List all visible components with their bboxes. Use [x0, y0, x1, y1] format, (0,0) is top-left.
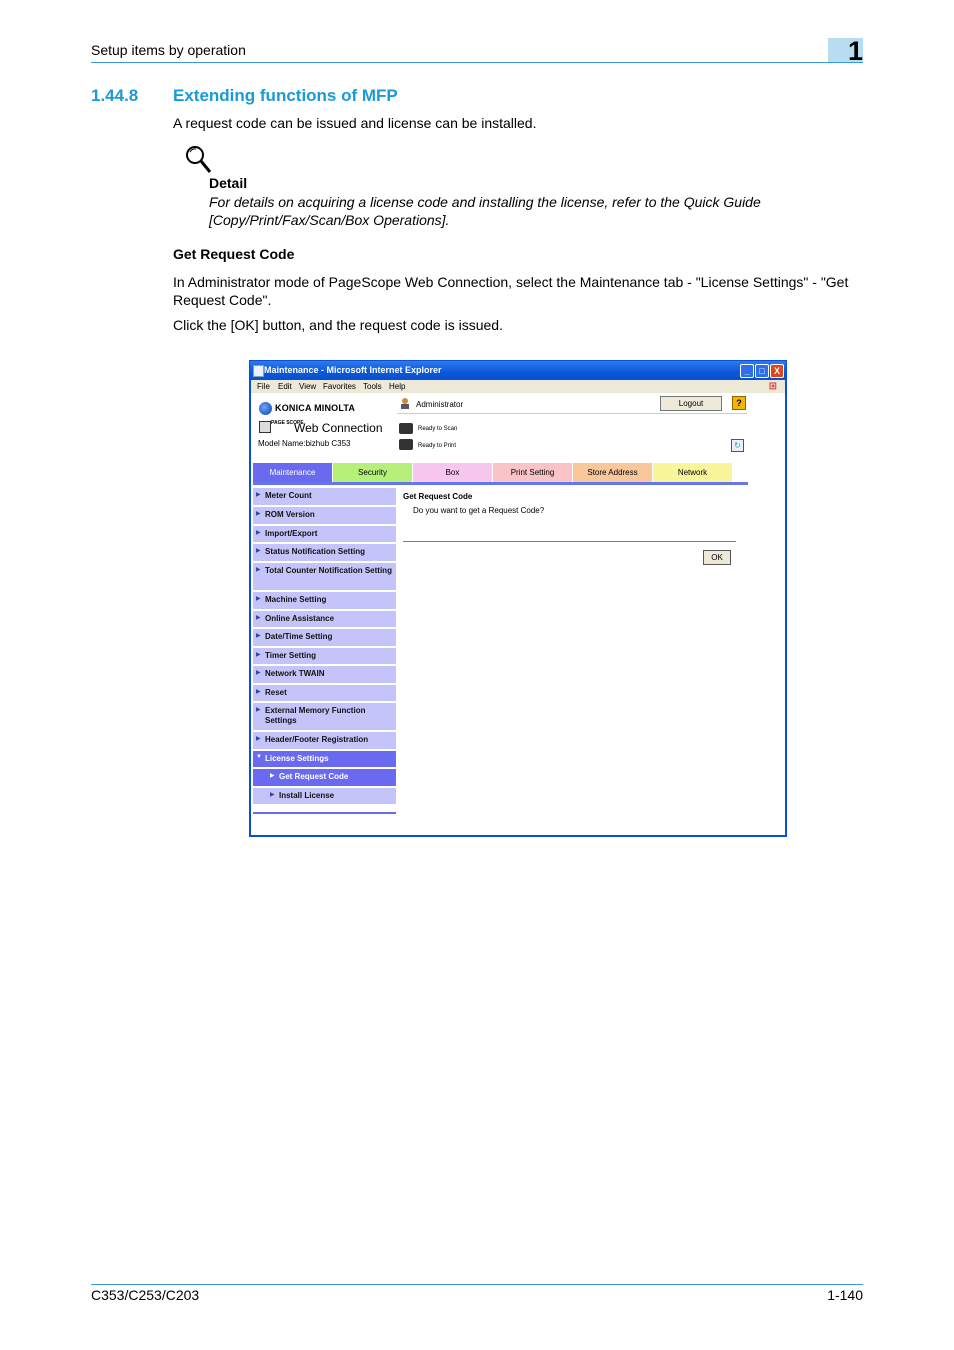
tab-network[interactable]: Network — [653, 463, 732, 482]
sidebar-item-license-settings[interactable] — [253, 751, 396, 769]
sidebar-bottom-rule — [253, 812, 396, 814]
sidebar-item-timer-setting[interactable] — [253, 648, 396, 666]
running-header: Setup items by operation — [91, 42, 246, 58]
menu-edit[interactable]: Edit — [278, 382, 292, 391]
menu-help[interactable]: Help — [389, 382, 406, 391]
arrow-icon: ▶ — [256, 670, 261, 676]
arrow-icon: ▶ — [256, 530, 261, 536]
sidebar-item-label: License Settings — [265, 754, 329, 763]
sidebar-item-import-export[interactable] — [253, 526, 396, 544]
window-titlebar — [250, 361, 786, 380]
instruction-paragraph-2: Click the [OK] button, and the request code is issued. — [173, 317, 503, 333]
intro-paragraph: A request code can be issued and license can be installed. — [173, 115, 537, 131]
sidebar-item-rom-version[interactable] — [253, 507, 396, 526]
sidebar-item-external-memory[interactable] — [253, 703, 396, 732]
help-button[interactable]: ? — [732, 396, 746, 410]
sidebar-item-machine-setting[interactable] — [253, 592, 396, 611]
sidebar-item-total-counter-notification[interactable] — [253, 563, 396, 592]
instruction-paragraph: In Administrator mode of PageScope Web Connection, select the Maintenance tab - "License Settings" - "Get Request Code". — [173, 274, 849, 308]
sidebar-item-label: Network TWAIN — [265, 669, 325, 678]
magnifier-icon — [184, 144, 212, 174]
ie-page-icon — [253, 365, 264, 377]
menu-favorites[interactable]: Favorites — [323, 382, 356, 391]
sidebar-item-status-notification[interactable] — [253, 544, 396, 563]
logout-button[interactable]: Logout — [660, 396, 722, 411]
pagescope-label: PAGE SCOPE — [271, 420, 304, 426]
tab-underline — [253, 482, 748, 485]
sidebar-item-label: Import/Export — [265, 529, 318, 538]
arrow-icon: ▶ — [256, 736, 261, 742]
sidebar-item-label: Get Request Code — [279, 772, 349, 781]
arrow-icon: ▶ — [270, 773, 275, 779]
footer-model: C353/C253/C203 — [91, 1287, 200, 1303]
sidebar-item-header-footer[interactable] — [253, 732, 396, 751]
chapter-number: 1 — [847, 36, 863, 66]
tab-box[interactable]: Box — [413, 463, 492, 482]
footer-page-number: 1-140 — [827, 1287, 863, 1303]
close-button[interactable]: X — [770, 364, 784, 378]
windows-logo-icon: ⊞ — [768, 381, 777, 392]
arrow-down-icon: ▼ — [256, 754, 262, 760]
pagescope-mark-icon — [259, 421, 271, 433]
tab-print-setting[interactable]: Print Setting — [493, 463, 572, 482]
minimize-button[interactable]: _ — [740, 364, 754, 378]
konica-globe-icon — [259, 402, 272, 415]
sidebar-item-install-license[interactable] — [253, 788, 396, 806]
sidebar-item-label: Header/Footer Registration — [265, 735, 369, 744]
detail-label: Detail — [209, 175, 248, 191]
web-page-content — [251, 393, 785, 835]
arrow-icon: ▶ — [256, 707, 261, 713]
sidebar-item-label: Machine Setting — [265, 595, 327, 604]
sidebar-item-online-assistance[interactable] — [253, 611, 396, 629]
scanner-icon — [399, 423, 413, 434]
arrow-icon: ▶ — [256, 511, 261, 517]
arrow-icon: ▶ — [256, 633, 261, 639]
detail-text: For details on acquiring a license code and installing the license, refer to the Quick Guide [Copy/Print/Fax/Scan/Box Operations]. — [209, 194, 761, 228]
subheading: Get Request Code — [173, 246, 295, 262]
arrow-icon: ▶ — [256, 652, 261, 658]
window-title: Maintenance - Microsoft Internet Explorer — [264, 365, 442, 375]
model-name: Model Name:bizhub C353 — [258, 439, 351, 448]
menu-tools[interactable]: Tools — [363, 382, 382, 391]
menu-view[interactable]: View — [299, 382, 317, 391]
refresh-icon[interactable]: ↻ — [731, 439, 744, 452]
sidebar-item-label: Date/Time Setting — [265, 632, 333, 641]
sidebar-item-label: Online Assistance — [265, 614, 335, 623]
sidebar-item-label: ROM Version — [265, 510, 315, 519]
arrow-icon: ▶ — [270, 792, 275, 798]
web-connection-title: Web Connection — [294, 421, 383, 435]
sidebar-item-label: Meter Count — [265, 491, 312, 500]
administrator-icon — [399, 397, 411, 409]
arrow-icon: ▶ — [256, 567, 261, 573]
sidebar-item-label: Reset — [265, 688, 287, 697]
header-rule — [91, 62, 863, 63]
sidebar-item-get-request-code[interactable] — [253, 769, 396, 788]
arrow-icon: ▶ — [256, 492, 261, 498]
arrow-icon: ▶ — [256, 548, 261, 554]
menu-bar — [251, 380, 785, 393]
user-divider — [397, 413, 747, 414]
sidebar-item-network-twain[interactable] — [253, 666, 396, 685]
section-title: Extending functions of MFP — [173, 86, 398, 105]
sidebar-item-label: External Memory Function Settings — [265, 706, 366, 725]
sidebar-item-label: Total Counter Notification Setting — [265, 566, 392, 575]
arrow-icon: ▶ — [256, 689, 261, 695]
panel-question: Do you want to get a Request Code? — [413, 506, 545, 515]
panel-title: Get Request Code — [403, 492, 473, 501]
tab-security[interactable]: Security — [333, 463, 412, 482]
arrow-icon: ▶ — [256, 596, 261, 602]
tab-store-address[interactable]: Store Address — [573, 463, 652, 482]
sidebar-item-reset[interactable] — [253, 685, 396, 703]
sidebar-item-label: Install License — [279, 791, 335, 800]
sidebar-item-label: Timer Setting — [265, 651, 316, 660]
menu-file[interactable]: File — [257, 382, 270, 391]
sidebar-item-date-time[interactable] — [253, 629, 396, 648]
footer-rule — [91, 1284, 863, 1285]
printer-icon — [399, 439, 413, 450]
user-mode-label: Administrator — [416, 400, 464, 409]
brand-logo: KONICA MINOLTA — [275, 403, 356, 413]
arrow-icon: ▶ — [256, 615, 261, 621]
tab-maintenance[interactable]: Maintenance — [253, 463, 332, 482]
sidebar-item-meter-count[interactable] — [253, 488, 396, 507]
ok-button[interactable]: OK — [703, 550, 731, 565]
browser-window-screenshot — [249, 360, 787, 837]
print-status: Ready to Print — [418, 443, 457, 449]
panel-divider — [403, 541, 736, 542]
scan-status: Ready to Scan — [418, 426, 458, 432]
sidebar-item-label: Status Notification Setting — [265, 547, 365, 556]
maximize-button[interactable]: □ — [755, 364, 769, 378]
section-number: 1.44.8 — [91, 86, 139, 105]
